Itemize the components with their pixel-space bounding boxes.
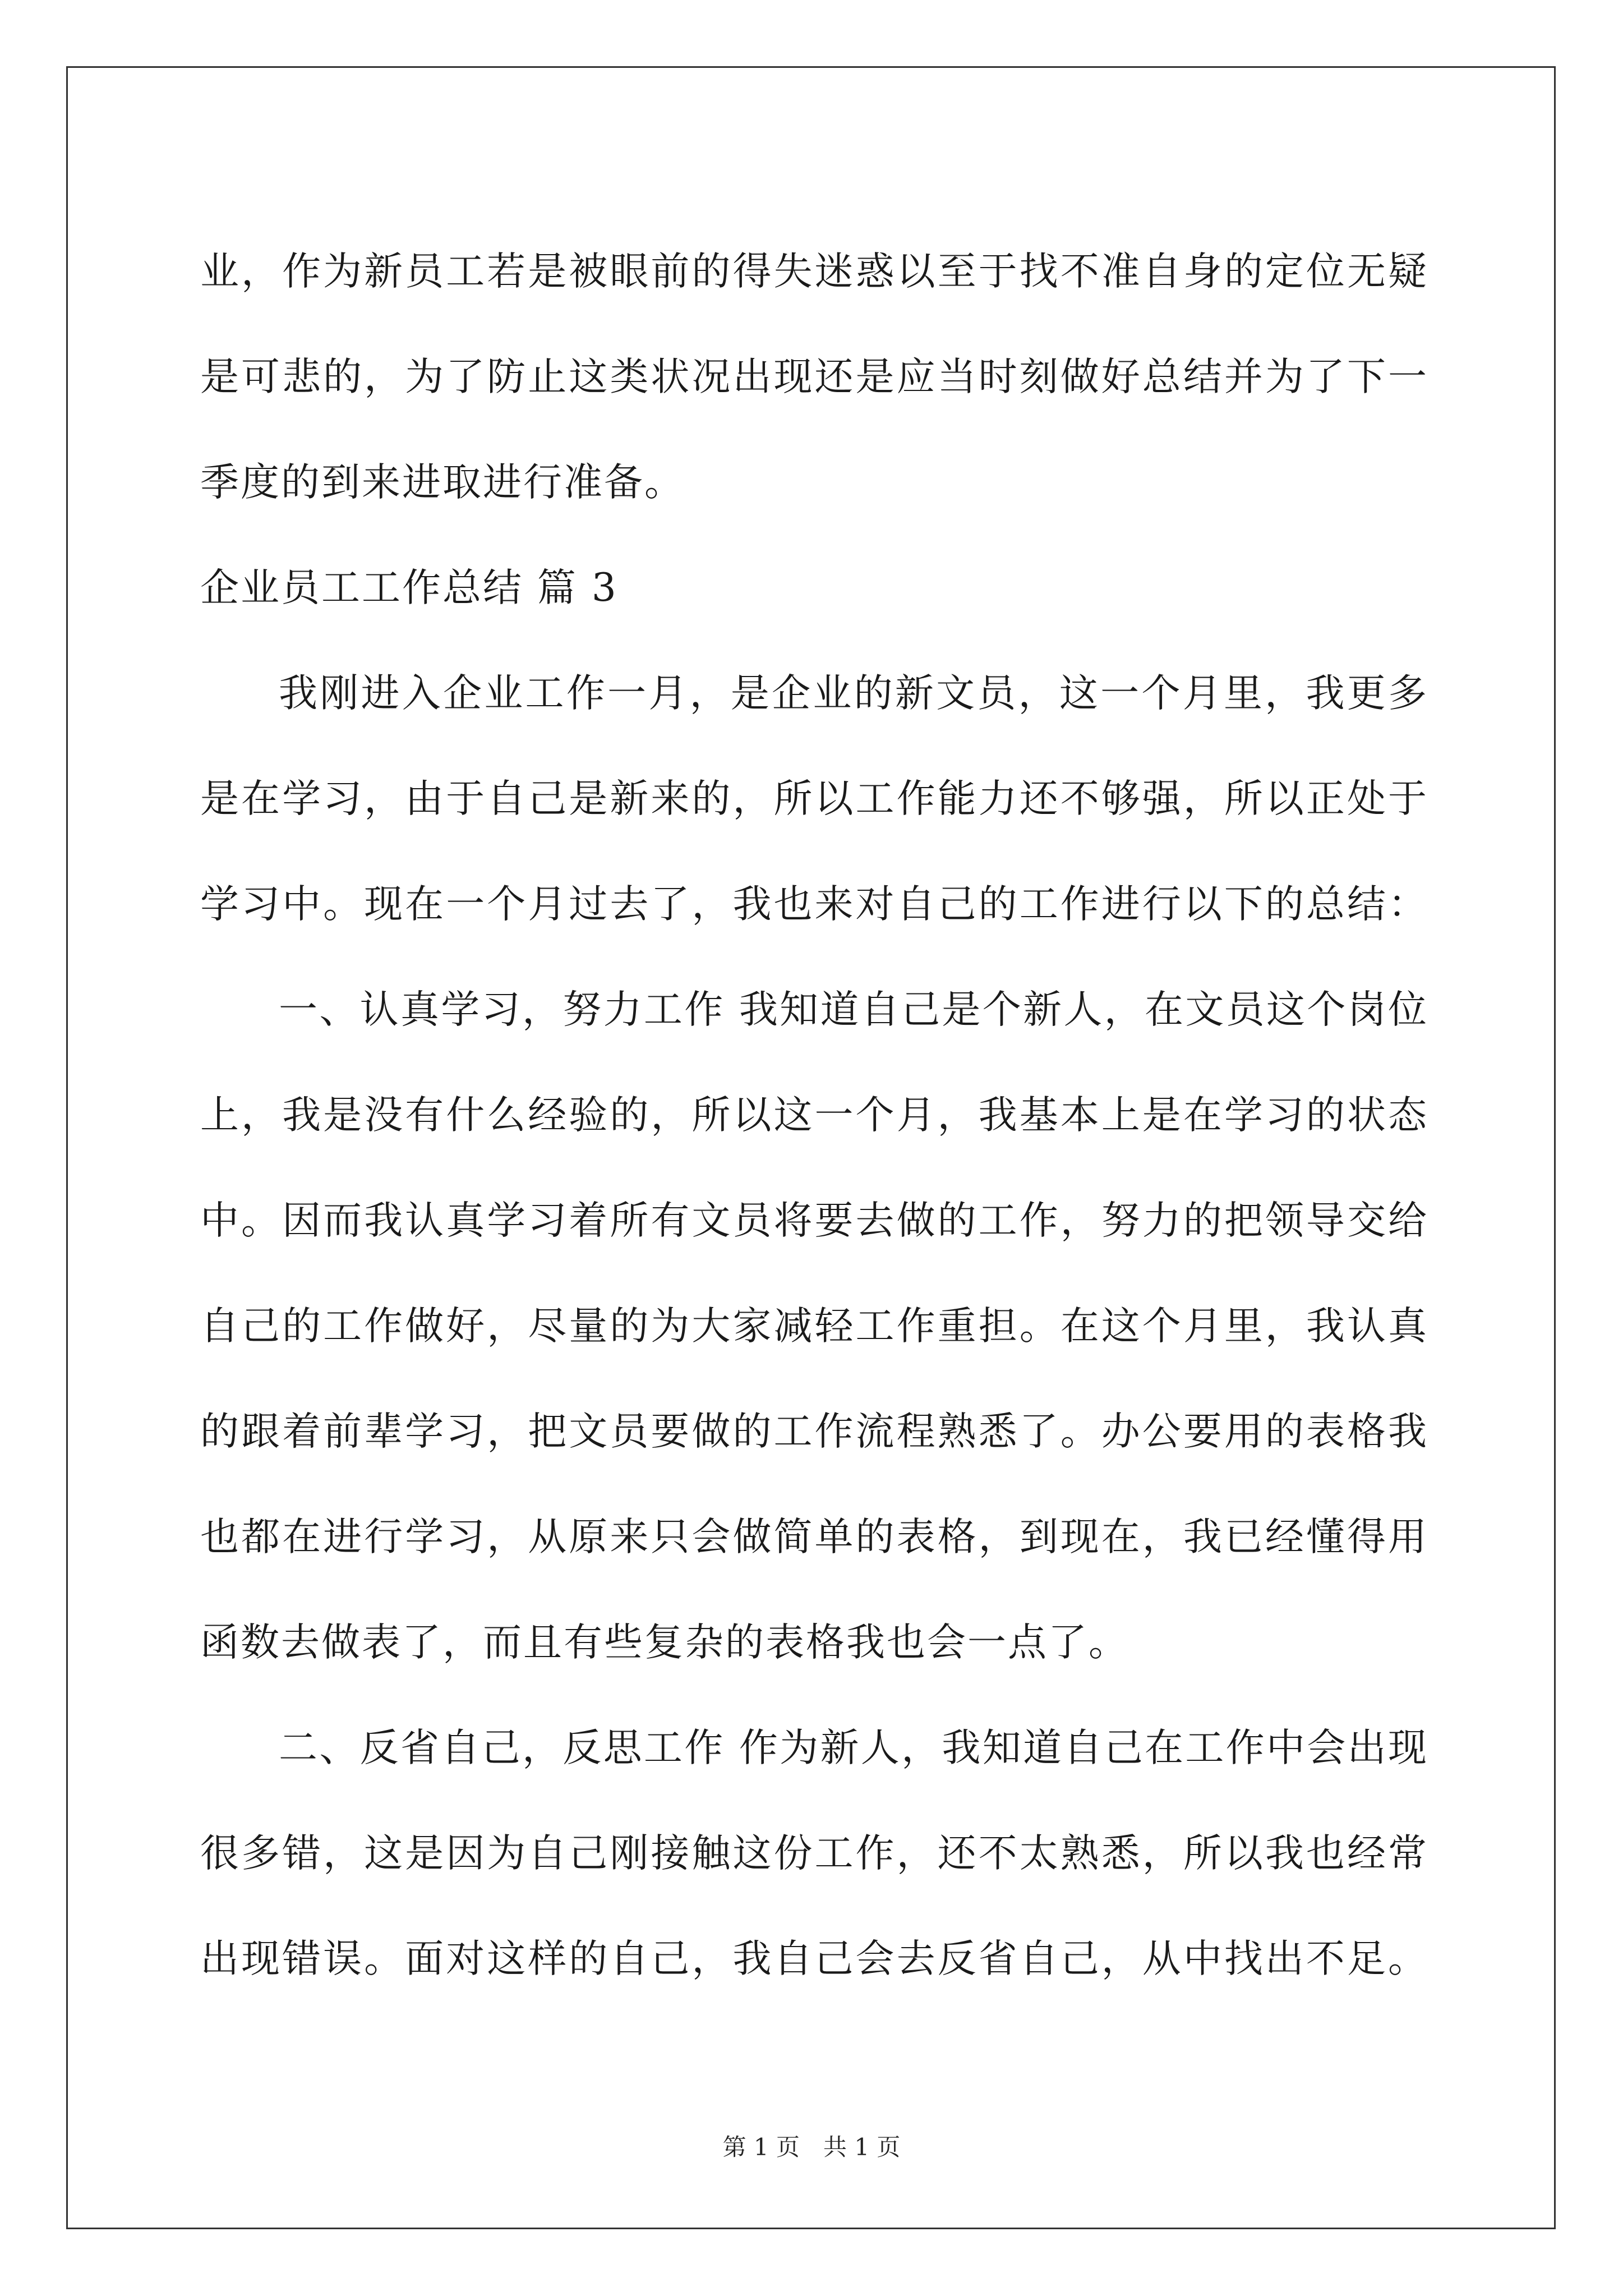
text-line: 学习中。现在一个月过去了，我也来对自己的工作进行以下的总结： (200, 882, 1428, 927)
paragraph-first-line: 我刚进入企业工作一月，是企业的新文员，这一个月里，我更多 (279, 671, 1428, 716)
text-line: 也都在进行学习，从原来只会做简单的表格，到现在，我已经懂得用 (200, 1515, 1428, 1559)
text-line: 业，作为新员工若是被眼前的得失迷惑以至于找不准自身的定位无疑 (200, 249, 1428, 294)
text-line: 是在学习，由于自己是新来的，所以工作能力还不够强，所以正处于 (200, 776, 1428, 821)
text-line: 季度的到来进取进行准备。 (200, 460, 685, 505)
text-line: 上，我是没有什么经验的，所以这一个月，我基本上是在学习的状态 (200, 1093, 1428, 1138)
page-footer: 第 1 页 共 1 页 (722, 2133, 901, 2161)
paragraph-first-line: 二、反省自己，反思工作 作为新人，我知道自己在工作中会出现 (279, 1726, 1428, 1770)
text-line: 出现错误。面对这样的自己，我自己会去反省自己，从中找出不足。 (200, 1936, 1428, 1981)
text-line: 很多错，这是因为自己刚接触这份工作，还不太熟悉，所以我也经常 (200, 1831, 1428, 1876)
text-line: 自己的工作做好，尽量的为大家减轻工作重担。在这个月里，我认真 (200, 1304, 1428, 1349)
text-line: 的跟着前辈学习，把文员要做的工作流程熟悉了。办公要用的表格我 (200, 1409, 1428, 1454)
text-line: 是可悲的，为了防止这类状况出现还是应当时刻做好总结并为了下一 (200, 355, 1428, 399)
paragraph-first-line: 一、认真学习，努力工作 我知道自己是个新人，在文员这个岗位 (279, 987, 1428, 1032)
document-body (200, 219, 1428, 2012)
text-line: 中。因而我认真学习着所有文员将要去做的工作，努力的把领导交给 (200, 1198, 1428, 1243)
text-line: 函数去做表了，而且有些复杂的表格我也会一点了。 (200, 1620, 1129, 1665)
section-heading: 企业员工工作总结 篇 3 (200, 565, 618, 610)
